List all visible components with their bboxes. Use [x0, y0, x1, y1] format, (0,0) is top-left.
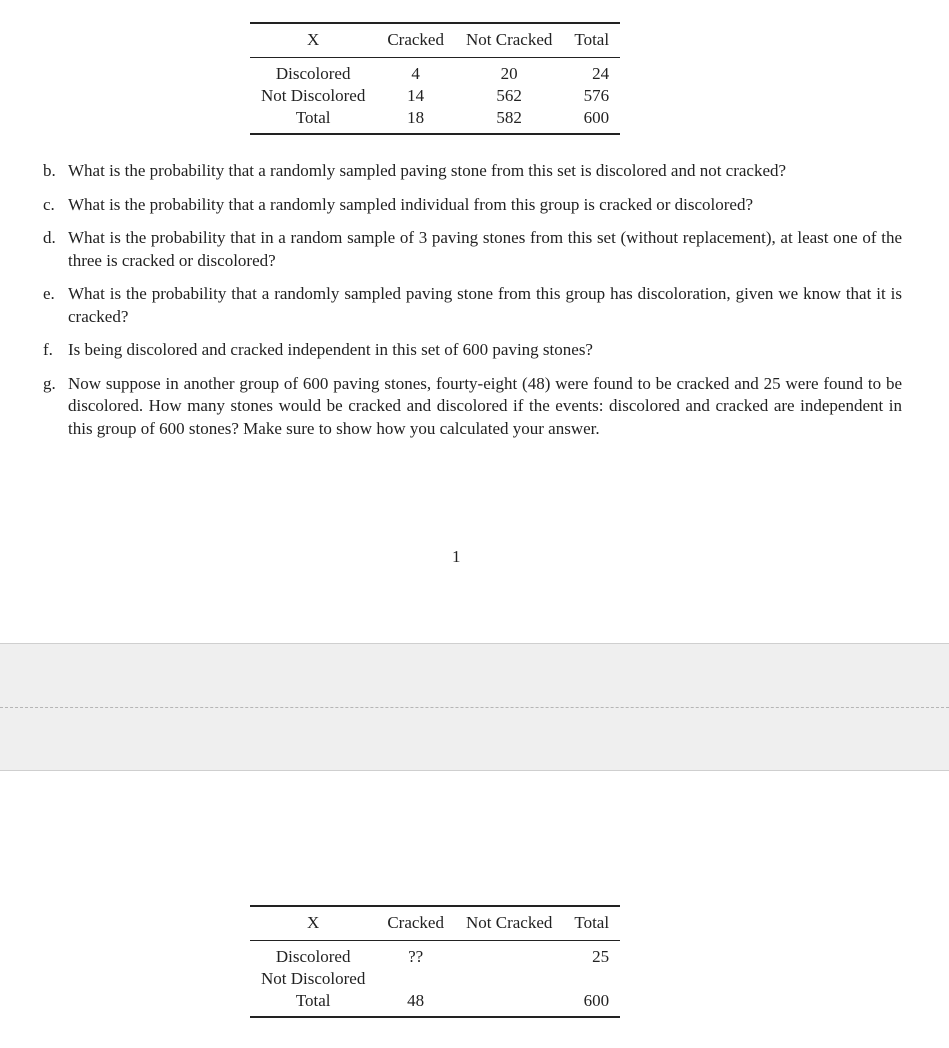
- header-total: Total: [574, 913, 610, 932]
- cell-not-cracked: [455, 968, 563, 990]
- page-break-line: [0, 707, 949, 708]
- question-list: [40, 160, 902, 451]
- cell-not-cracked: [455, 941, 563, 969]
- question-label: b.: [43, 161, 56, 180]
- cell-cracked: 18: [407, 108, 425, 127]
- row-label: Total: [295, 991, 331, 1010]
- question-d: [40, 227, 902, 272]
- header-cracked: Cracked: [387, 913, 444, 932]
- cell-cracked: [376, 968, 455, 990]
- question-text: What is the probability that a randomly sampled individual from this group is cracked or discolored?: [68, 194, 754, 214]
- cell-not-cracked: 562: [496, 86, 522, 105]
- table-row: [250, 58, 620, 86]
- table-row: [250, 990, 620, 1017]
- cell-total: 25: [592, 947, 610, 966]
- row-label: Total: [295, 108, 331, 127]
- row-label: Not Discolored: [261, 969, 366, 988]
- question-label: d.: [43, 228, 56, 247]
- cell-not-cracked: 20: [500, 64, 518, 83]
- page-number: 1: [452, 547, 461, 566]
- question-text: What is the probability that a randomly sampled paving stone from this set is discolored and not cracked?: [68, 161, 787, 180]
- cell-total: 600: [583, 108, 610, 127]
- question-e: [40, 283, 902, 328]
- cell-cracked: 48: [407, 991, 425, 1010]
- header-cracked: Cracked: [387, 30, 444, 49]
- header-total: Total: [574, 30, 610, 49]
- table-row: [250, 107, 620, 134]
- question-text: What is the probability that a randomly sampled paving stone from this group has discoloration, given we know that it is cracked?: [68, 284, 902, 326]
- table-row: [250, 85, 620, 107]
- header-x: X: [307, 913, 320, 932]
- table-row: [250, 968, 620, 990]
- header-x: X: [307, 30, 320, 49]
- row-label: Discolored: [275, 947, 351, 966]
- contingency-table-1: [250, 22, 620, 135]
- header-not-cracked: Not Cracked: [465, 913, 553, 932]
- cell-total: 24: [592, 64, 610, 83]
- question-f: [40, 339, 902, 362]
- question-label: f.: [43, 340, 53, 359]
- page-separator: [0, 643, 949, 771]
- cell-total: [563, 968, 620, 990]
- row-label: Discolored: [275, 64, 351, 83]
- question-b: [40, 160, 902, 183]
- cell-not-cracked: 582: [496, 108, 522, 127]
- question-g: [40, 373, 902, 441]
- question-label: e.: [43, 284, 55, 303]
- question-label: c.: [43, 194, 55, 214]
- cell-not-cracked: [455, 990, 563, 1017]
- question-text: Is being discolored and cracked independent in this set of 600 paving stones?: [68, 340, 593, 359]
- table-header-row: [250, 23, 620, 58]
- table-header-row: [250, 906, 620, 941]
- question-c: [40, 194, 902, 217]
- question-text: Now suppose in another group of 600 paving stones, fourty-eight (48) were found to be cracked and 25 were found to be discolored. How many stones would be cracked and discolored if the events: discolored and cracked are independent in this group of 600 stones? Make sure to show how you calculated your answer.: [68, 373, 902, 438]
- contingency-table-2: [250, 905, 620, 1018]
- question-text: What is the probability that in a random sample of 3 paving stones from this set (without replacement), at least one of the three is cracked or discolored?: [68, 228, 902, 270]
- cell-cracked: 14: [407, 86, 425, 105]
- cell-cracked: ??: [408, 947, 424, 966]
- cell-cracked: 4: [411, 64, 420, 83]
- cell-total: 576: [583, 86, 610, 105]
- question-label: g.: [43, 373, 56, 393]
- table-row: [250, 941, 620, 969]
- cell-total: 600: [583, 991, 610, 1010]
- header-not-cracked: Not Cracked: [465, 30, 553, 49]
- row-label: Not Discolored: [261, 86, 366, 105]
